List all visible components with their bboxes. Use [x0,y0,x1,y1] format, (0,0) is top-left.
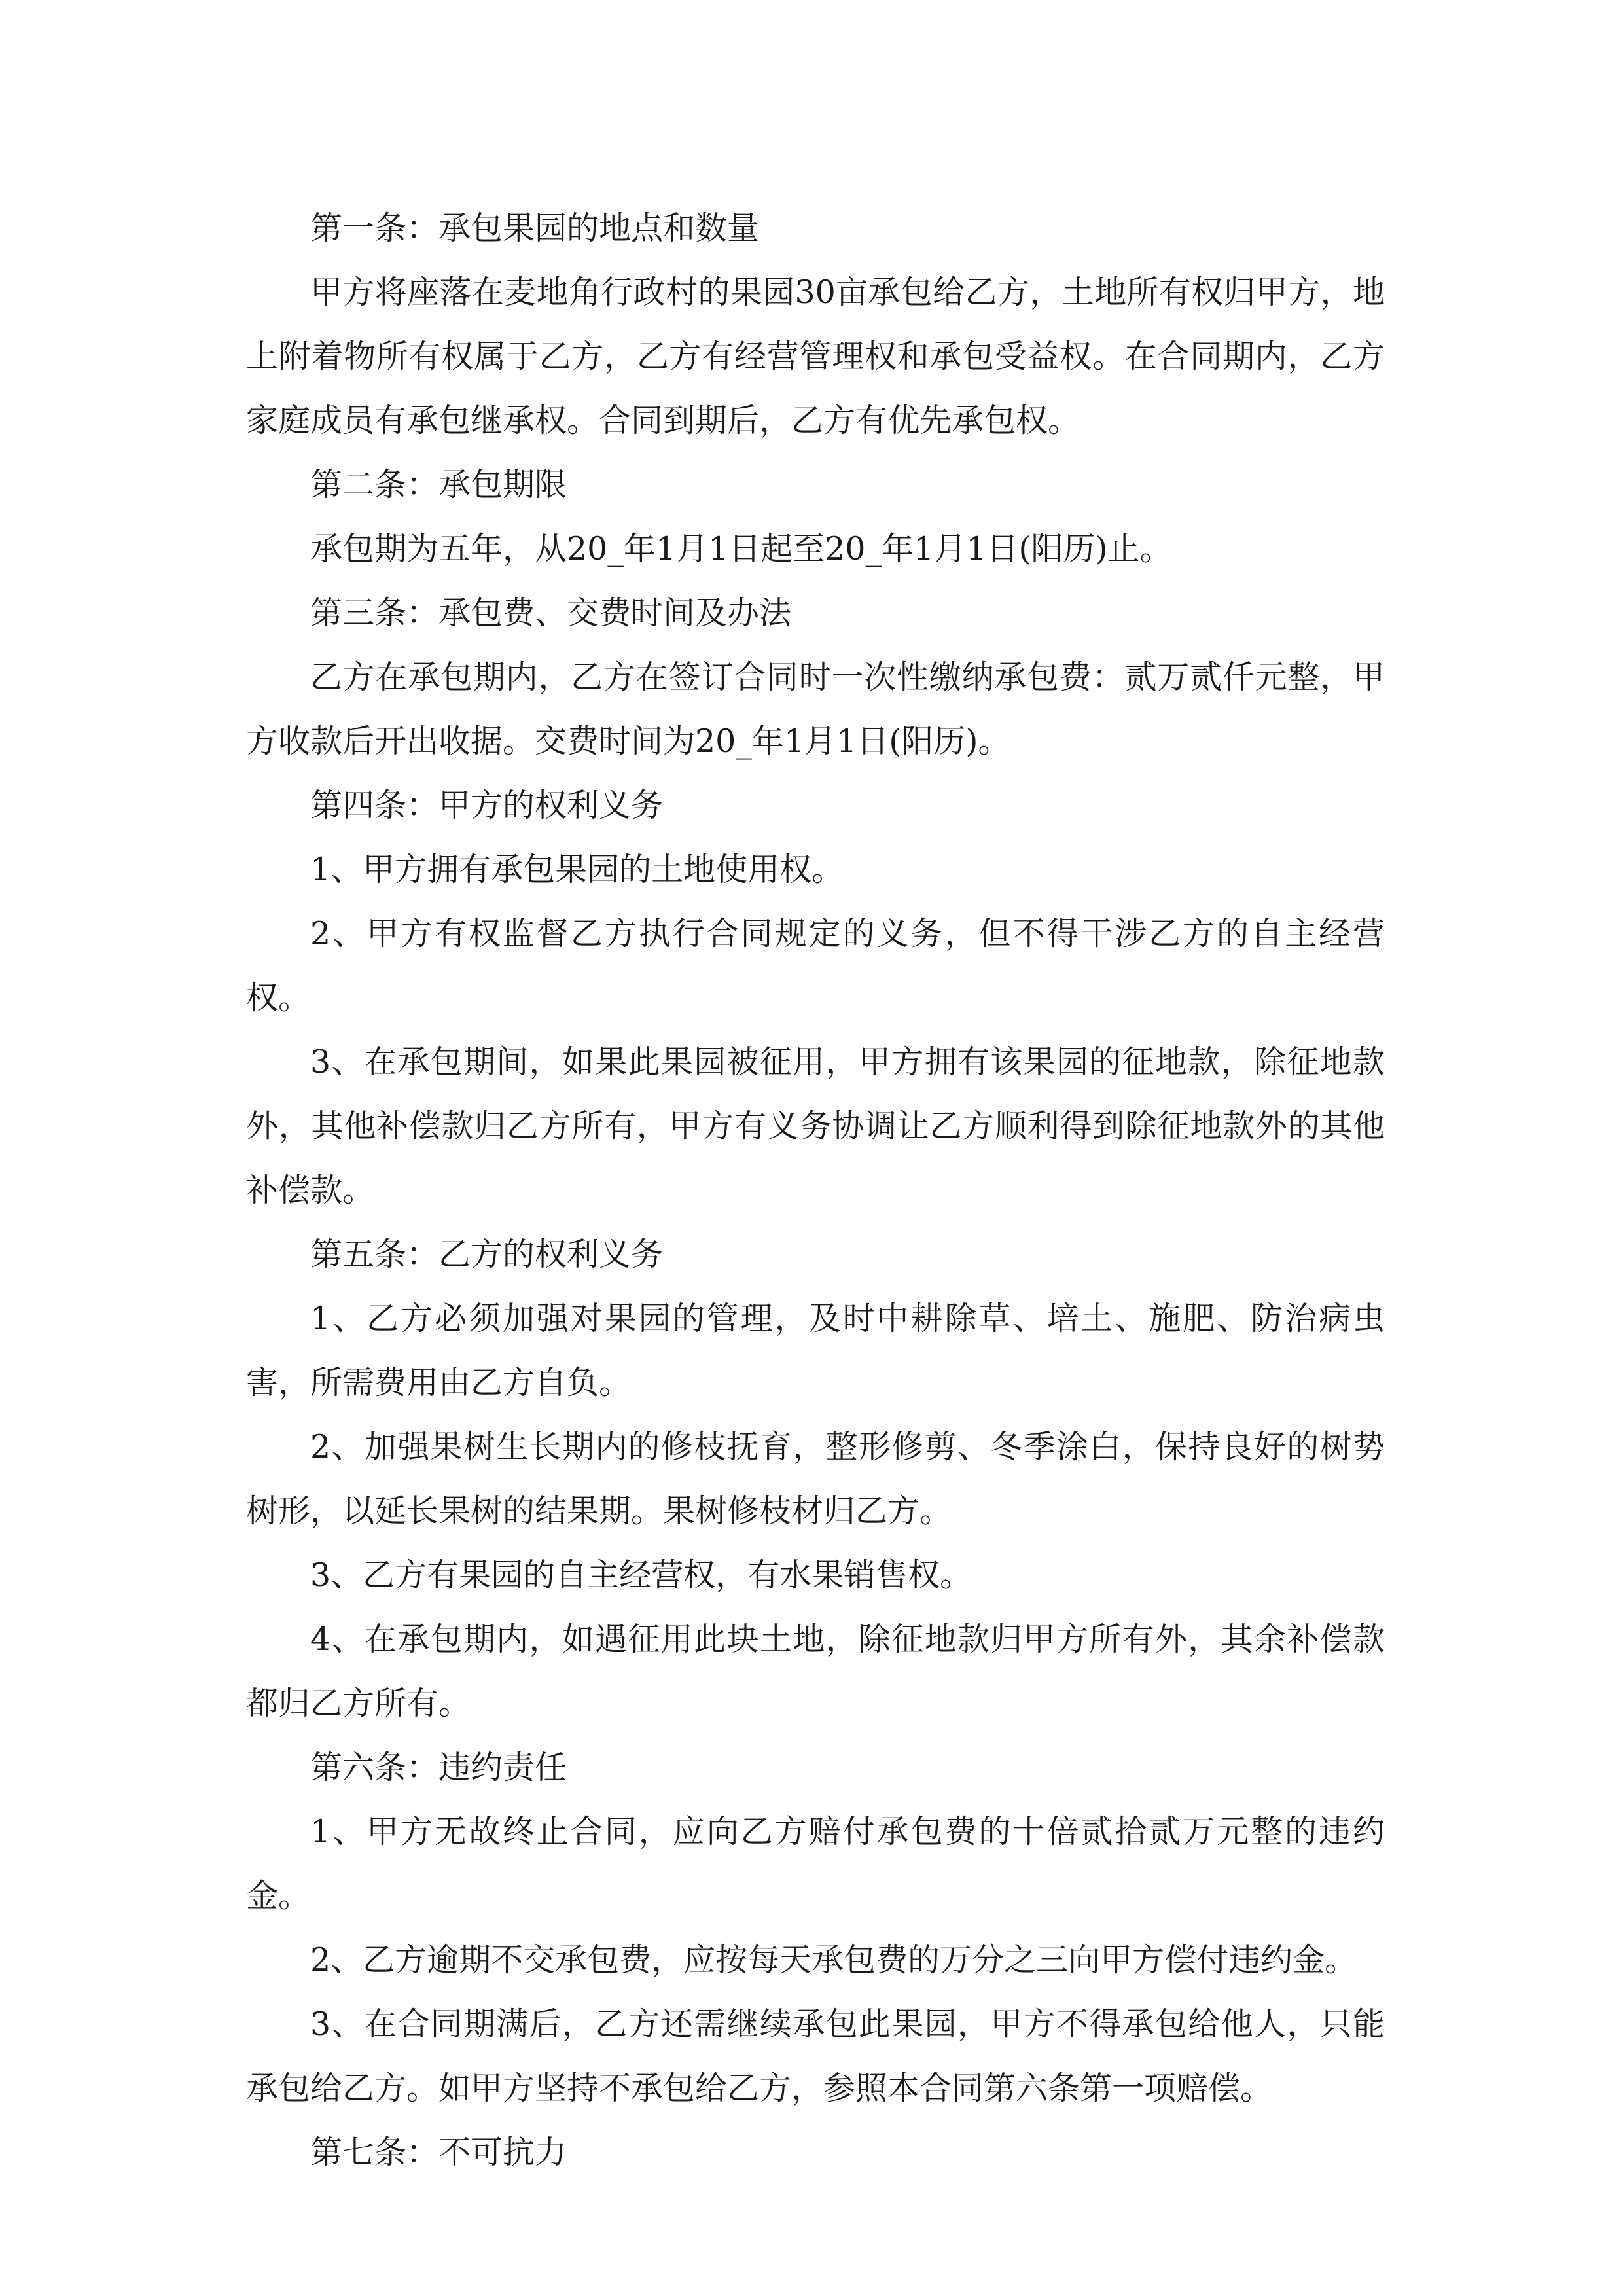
article-5-item-1: 1、乙方必须加强对果园的管理，及时中耕除草、培土、施肥、防治病虫害，所需费用由乙方自负。 [246,1300,1385,1401]
article-2-heading: 第二条：承包期限 [310,466,567,503]
article-5-item-3: 3、乙方有果园的自主经营权，有水果销售权。 [310,1556,972,1594]
article-6-heading: 第六条：违约责任 [310,1749,567,1786]
article-6-item-3: 3、在合同期满后，乙方还需继续承包此果园，甲方不得承包给他人，只能承包给乙方。如甲方坚持不承包给乙方，参照本合同第六条第一项赔偿。 [246,2005,1385,2107]
article-5-heading: 第五条：乙方的权利义务 [310,1236,664,1273]
article-4-item-2: 2、甲方有权监督乙方执行合同规定的义务，但不得干涉乙方的自主经营权。 [246,915,1385,1016]
article-4-heading: 第四条：甲方的权利义务 [310,787,664,824]
article-7-heading: 第七条：不可抗力 [310,2134,567,2171]
article-5-item-4: 4、在承包期内，如遇征用此块土地，除征地款归甲方所有外，其余补偿款都归乙方所有。 [246,1621,1385,1722]
article-3-text: 乙方在承包期内，乙方在签订合同时一次性缴纳承包费：贰万贰仟元整，甲方收款后开出收据。交费时间为20_年1月1日(阳历)。 [246,658,1385,760]
article-4-item-3: 3、在承包期间，如果此果园被征用，甲方拥有该果园的征地款，除征地款外，其他补偿款归乙方所有，甲方有义务协调让乙方顺利得到除征地款外的其他补偿款。 [246,1043,1385,1209]
article-1-heading: 第一条：承包果园的地点和数量 [310,209,760,247]
article-5-item-2: 2、加强果树生长期内的修枝抚育，整形修剪、冬季涂白，保持良好的树势树形，以延长果树的结果期。果树修枝材归乙方。 [246,1428,1385,1530]
article-6-item-1: 1、甲方无故终止合同，应向乙方赔付承包费的十倍贰拾贰万元整的违约金。 [246,1813,1385,1914]
article-2-text: 承包期为五年，从20_年1月1日起至20_年1月1日(阳历)止。 [310,530,1172,567]
article-3-heading: 第三条：承包费、交费时间及办法 [310,594,792,632]
article-6-item-2: 2、乙方逾期不交承包费，应按每天承包费的万分之三向甲方偿付违约金。 [310,1941,1357,1979]
article-4-item-1: 1、甲方拥有承包果园的土地使用权。 [310,851,844,888]
document-body [246,196,1385,2185]
article-1-text: 甲方将座落在麦地角行政村的果园30亩承包给乙方，土地所有权归甲方，地上附着物所有权属于乙方，乙方有经营管理权和承包受益权。在合同期内，乙方家庭成员有承包继承权。合同到期后，乙方有优先承包权。 [246,274,1385,439]
